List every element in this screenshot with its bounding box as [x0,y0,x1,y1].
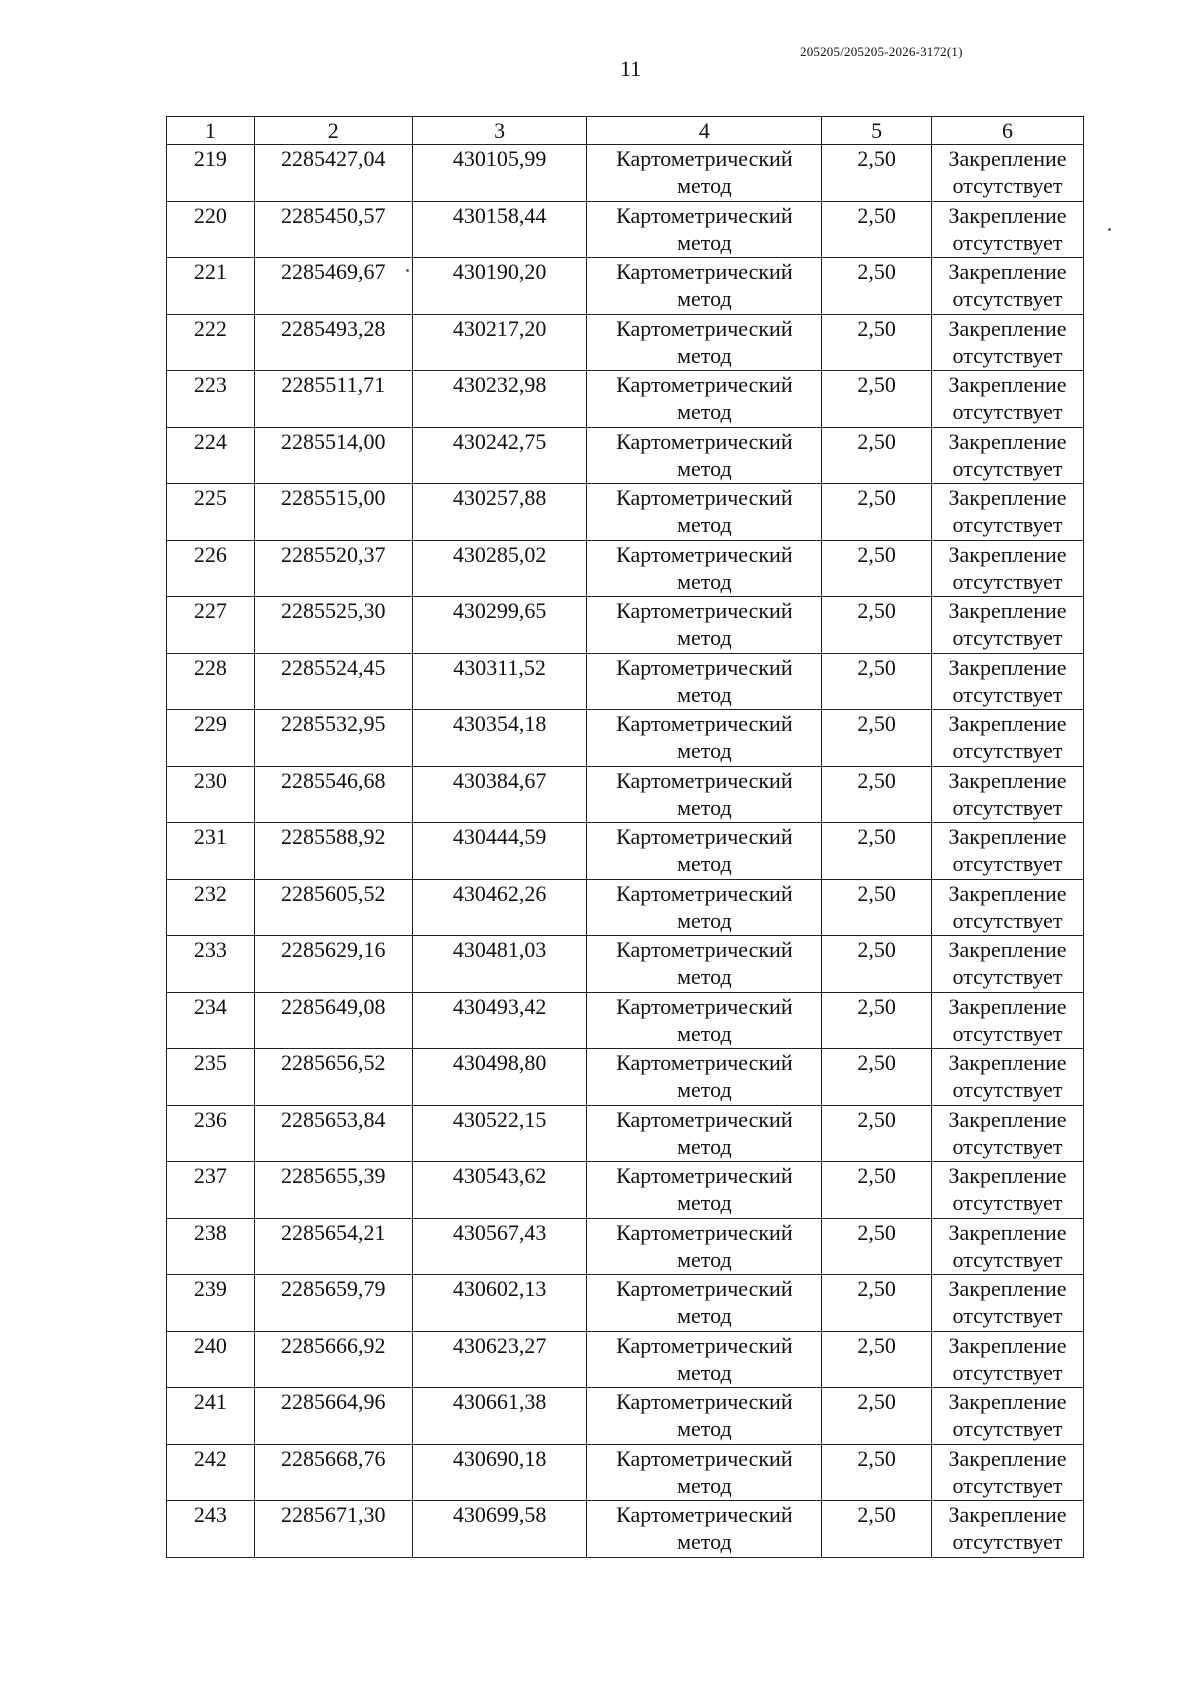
marking-cell: Закрепление отсутствует [932,540,1084,597]
y-coordinate-cell: 430444,59 [412,823,587,880]
x-coordinate-cell: 2285520,37 [254,540,412,597]
accuracy-cell: 2,50 [822,1331,932,1388]
y-coordinate-cell: 430190,20 [412,258,587,315]
x-coordinate-cell: 2285532,95 [254,710,412,767]
y-coordinate-cell: 430543,62 [412,1162,587,1219]
method-cell: Картометрический метод [587,1388,822,1445]
column-header: 2 [254,117,412,145]
point-number-cell: 219 [167,145,255,202]
table-row [167,1331,1084,1388]
point-number-cell: 235 [167,1049,255,1106]
marking-cell: Закрепление отсутствует [932,1105,1084,1162]
marking-cell: Закрепление отсутствует [932,314,1084,371]
point-number-cell: 226 [167,540,255,597]
marking-cell: Закрепление отсутствует [932,1444,1084,1501]
method-cell: Картометрический метод [587,879,822,936]
accuracy-cell: 2,50 [822,371,932,428]
y-coordinate-cell: 430105,99 [412,145,587,202]
table-row [167,427,1084,484]
x-coordinate-cell: 2285524,45 [254,653,412,710]
point-number-cell: 224 [167,427,255,484]
y-coordinate-cell: 430299,65 [412,597,587,654]
column-header: 4 [587,117,822,145]
method-cell: Картометрический метод [587,1162,822,1219]
marking-cell: Закрепление отсутствует [932,710,1084,767]
y-coordinate-cell: 430522,15 [412,1105,587,1162]
marking-cell: Закрепление отсутствует [932,1162,1084,1219]
y-coordinate-cell: 430661,38 [412,1388,587,1445]
marking-cell: Закрепление отсутствует [932,427,1084,484]
table-row [167,1105,1084,1162]
table-row [167,936,1084,993]
y-coordinate-cell: 430285,02 [412,540,587,597]
accuracy-cell: 2,50 [822,540,932,597]
accuracy-cell: 2,50 [822,992,932,1049]
y-coordinate-cell: 430158,44 [412,201,587,258]
marking-cell: Закрепление отсутствует [932,484,1084,541]
x-coordinate-cell: 2285450,57 [254,201,412,258]
x-coordinate-cell: 2285656,52 [254,1049,412,1106]
marking-cell: Закрепление отсутствует [932,258,1084,315]
point-number-cell: 240 [167,1331,255,1388]
coordinates-table [166,116,1084,1558]
accuracy-cell: 2,50 [822,710,932,767]
y-coordinate-cell: 430690,18 [412,1444,587,1501]
method-cell: Картометрический метод [587,936,822,993]
accuracy-cell: 2,50 [822,1275,932,1332]
point-number-cell: 236 [167,1105,255,1162]
point-number-cell: 232 [167,879,255,936]
y-coordinate-cell: 430354,18 [412,710,587,767]
point-number-cell: 234 [167,992,255,1049]
method-cell: Картометрический метод [587,1331,822,1388]
method-cell: Картометрический метод [587,314,822,371]
table-row [167,371,1084,428]
point-number-cell: 241 [167,1388,255,1445]
y-coordinate-cell: 430498,80 [412,1049,587,1106]
marking-cell: Закрепление отсутствует [932,766,1084,823]
point-number-cell: 228 [167,653,255,710]
marking-cell: Закрепление отсутствует [932,992,1084,1049]
table-body [167,145,1084,1558]
accuracy-cell: 2,50 [822,1444,932,1501]
x-coordinate-cell: 2285664,96 [254,1388,412,1445]
method-cell: Картометрический метод [587,766,822,823]
table-row [167,766,1084,823]
accuracy-cell: 2,50 [822,766,932,823]
accuracy-cell: 2,50 [822,1218,932,1275]
marking-cell: Закрепление отсутствует [932,936,1084,993]
y-coordinate-cell: 430232,98 [412,371,587,428]
x-coordinate-cell: 2285511,71 [254,371,412,428]
method-cell: Картометрический метод [587,653,822,710]
table-row [167,1275,1084,1332]
x-coordinate-cell: 2285653,84 [254,1105,412,1162]
y-coordinate-cell: 430311,52 [412,653,587,710]
accuracy-cell: 2,50 [822,1388,932,1445]
method-cell: Картометрический метод [587,258,822,315]
table-row [167,879,1084,936]
page-number: 11 [620,56,642,81]
column-header: 5 [822,117,932,145]
method-cell: Картометрический метод [587,1444,822,1501]
marking-cell: Закрепление отсутствует [932,371,1084,428]
method-cell: Картометрический метод [587,823,822,880]
x-coordinate-cell: 2285666,92 [254,1331,412,1388]
x-coordinate-cell: 2285671,30 [254,1501,412,1558]
accuracy-cell: 2,50 [822,427,932,484]
table-row [167,314,1084,371]
y-coordinate-cell: 430257,88 [412,484,587,541]
scan-speck [406,269,409,272]
accuracy-cell: 2,50 [822,314,932,371]
table-row [167,710,1084,767]
header-row [167,117,1084,145]
accuracy-cell: 2,50 [822,1105,932,1162]
method-cell: Картометрический метод [587,992,822,1049]
point-number-cell: 243 [167,1501,255,1558]
accuracy-cell: 2,50 [822,1501,932,1558]
table-row [167,258,1084,315]
x-coordinate-cell: 2285427,04 [254,145,412,202]
point-number-cell: 229 [167,710,255,767]
point-number-cell: 237 [167,1162,255,1219]
marking-cell: Закрепление отсутствует [932,1501,1084,1558]
y-coordinate-cell: 430567,43 [412,1218,587,1275]
method-cell: Картометрический метод [587,540,822,597]
method-cell: Картометрический метод [587,710,822,767]
point-number-cell: 222 [167,314,255,371]
point-number-cell: 230 [167,766,255,823]
method-cell: Картометрический метод [587,1218,822,1275]
method-cell: Картометрический метод [587,145,822,202]
x-coordinate-cell: 2285668,76 [254,1444,412,1501]
method-cell: Картометрический метод [587,1049,822,1106]
column-header: 1 [167,117,255,145]
method-cell: Картометрический метод [587,427,822,484]
accuracy-cell: 2,50 [822,936,932,993]
accuracy-cell: 2,50 [822,145,932,202]
x-coordinate-cell: 2285514,00 [254,427,412,484]
method-cell: Картометрический метод [587,1105,822,1162]
marking-cell: Закрепление отсутствует [932,879,1084,936]
point-number-cell: 221 [167,258,255,315]
x-coordinate-cell: 2285629,16 [254,936,412,993]
y-coordinate-cell: 430384,67 [412,766,587,823]
y-coordinate-cell: 430462,26 [412,879,587,936]
column-header: 3 [412,117,587,145]
method-cell: Картометрический метод [587,1275,822,1332]
marking-cell: Закрепление отсутствует [932,653,1084,710]
table-row [167,1388,1084,1445]
table-row [167,201,1084,258]
accuracy-cell: 2,50 [822,484,932,541]
table-row [167,1444,1084,1501]
table-row [167,145,1084,202]
point-number-cell: 233 [167,936,255,993]
point-number-cell: 223 [167,371,255,428]
marking-cell: Закрепление отсутствует [932,1388,1084,1445]
y-coordinate-cell: 430623,27 [412,1331,587,1388]
table-row [167,484,1084,541]
y-coordinate-cell: 430242,75 [412,427,587,484]
point-number-cell: 239 [167,1275,255,1332]
x-coordinate-cell: 2285588,92 [254,823,412,880]
column-header: 6 [932,117,1084,145]
marking-cell: Закрепление отсутствует [932,597,1084,654]
x-coordinate-cell: 2285493,28 [254,314,412,371]
method-cell: Картометрический метод [587,484,822,541]
point-number-cell: 242 [167,1444,255,1501]
point-number-cell: 238 [167,1218,255,1275]
y-coordinate-cell: 430493,42 [412,992,587,1049]
x-coordinate-cell: 2285659,79 [254,1275,412,1332]
document-reference: 205205/205205-2026-3172(1) [800,44,963,59]
table-row [167,540,1084,597]
accuracy-cell: 2,50 [822,201,932,258]
x-coordinate-cell: 2285649,08 [254,992,412,1049]
table-row [167,597,1084,654]
table-header [167,117,1084,145]
scan-speck [1108,228,1111,231]
table-row [167,1501,1084,1558]
marking-cell: Закрепление отсутствует [932,1218,1084,1275]
method-cell: Картометрический метод [587,371,822,428]
accuracy-cell: 2,50 [822,1162,932,1219]
accuracy-cell: 2,50 [822,879,932,936]
point-number-cell: 227 [167,597,255,654]
method-cell: Картометрический метод [587,597,822,654]
accuracy-cell: 2,50 [822,258,932,315]
accuracy-cell: 2,50 [822,653,932,710]
marking-cell: Закрепление отсутствует [932,201,1084,258]
table-row [167,1162,1084,1219]
marking-cell: Закрепление отсутствует [932,823,1084,880]
table-row [167,1218,1084,1275]
x-coordinate-cell: 2285469,67 [254,258,412,315]
accuracy-cell: 2,50 [822,1049,932,1106]
x-coordinate-cell: 2285525,30 [254,597,412,654]
point-number-cell: 220 [167,201,255,258]
x-coordinate-cell: 2285546,68 [254,766,412,823]
table-row [167,1049,1084,1106]
x-coordinate-cell: 2285605,52 [254,879,412,936]
y-coordinate-cell: 430699,58 [412,1501,587,1558]
method-cell: Картометрический метод [587,201,822,258]
marking-cell: Закрепление отсутствует [932,145,1084,202]
table-row [167,653,1084,710]
table-row [167,823,1084,880]
y-coordinate-cell: 430481,03 [412,936,587,993]
table-row [167,992,1084,1049]
method-cell: Картометрический метод [587,1501,822,1558]
point-number-cell: 225 [167,484,255,541]
marking-cell: Закрепление отсутствует [932,1049,1084,1106]
point-number-cell: 231 [167,823,255,880]
x-coordinate-cell: 2285654,21 [254,1218,412,1275]
x-coordinate-cell: 2285515,00 [254,484,412,541]
marking-cell: Закрепление отсутствует [932,1275,1084,1332]
y-coordinate-cell: 430602,13 [412,1275,587,1332]
accuracy-cell: 2,50 [822,823,932,880]
accuracy-cell: 2,50 [822,597,932,654]
marking-cell: Закрепление отсутствует [932,1331,1084,1388]
x-coordinate-cell: 2285655,39 [254,1162,412,1219]
y-coordinate-cell: 430217,20 [412,314,587,371]
